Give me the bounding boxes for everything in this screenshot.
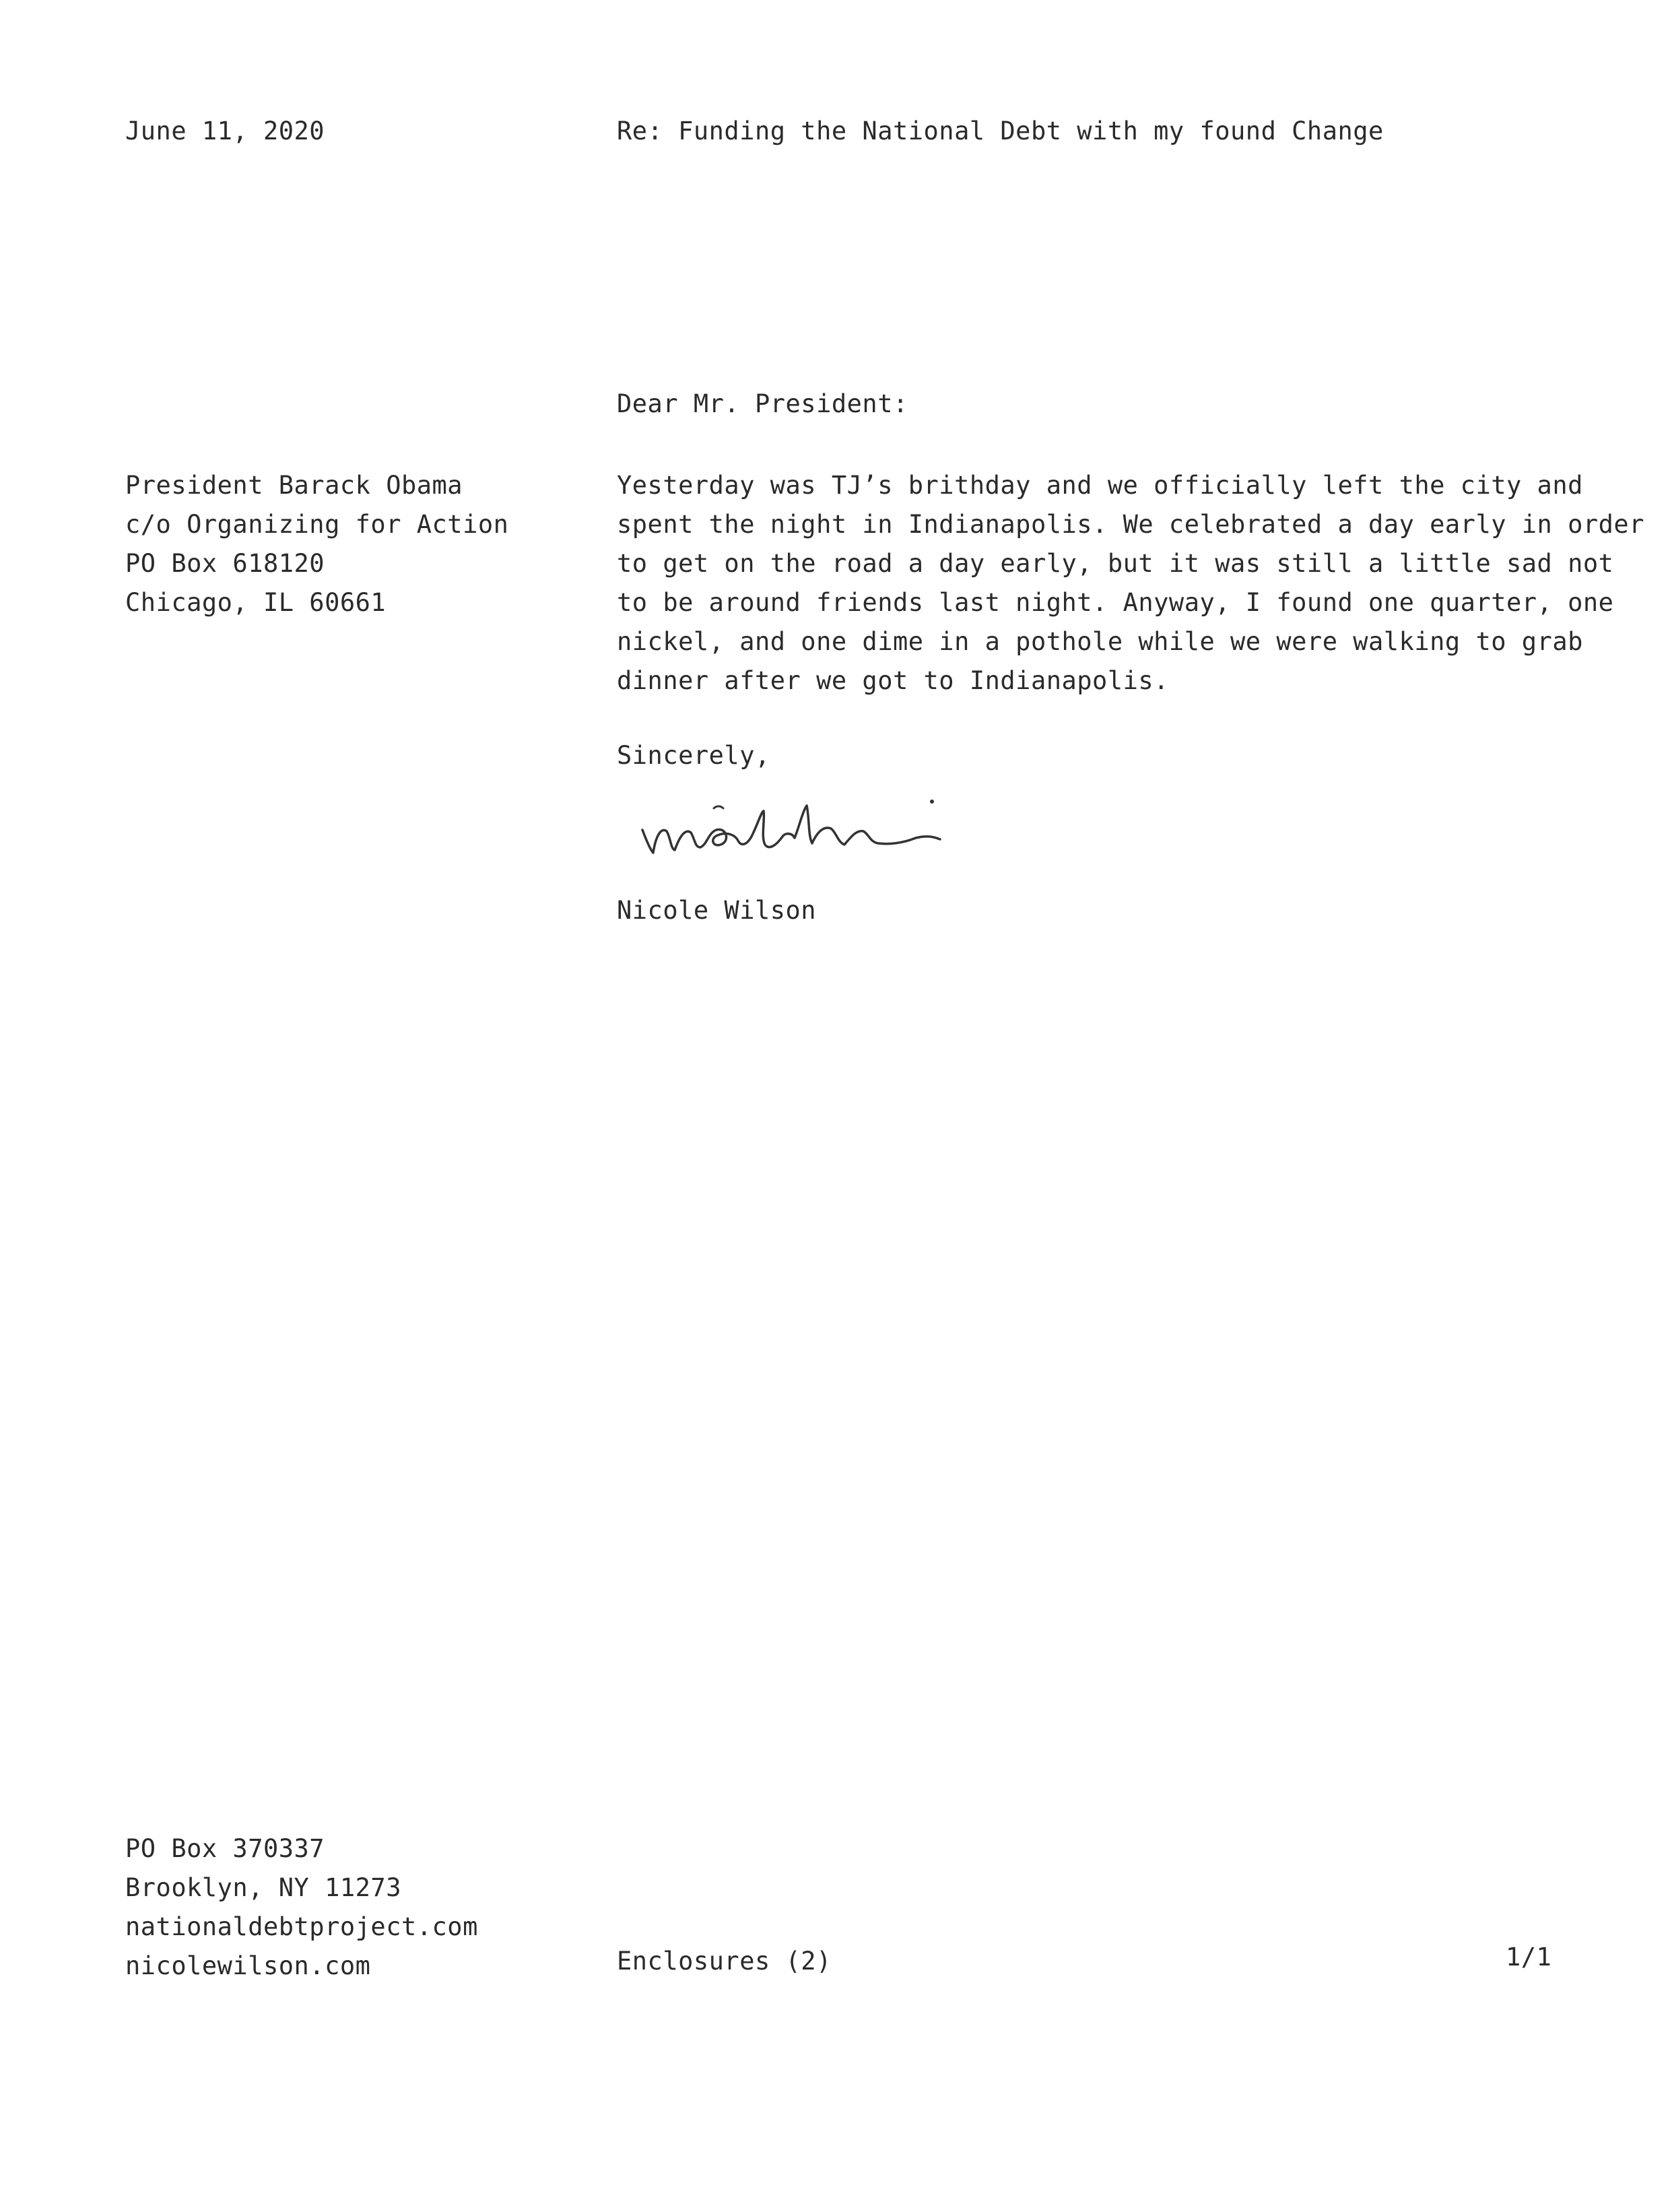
body-line: to get on the road a day early, but it was still a little sad not [617, 549, 1614, 578]
sender-website-link[interactable]: nicolewilson.com [125, 1951, 371, 1980]
signature-icon [633, 788, 983, 869]
enclosures-note: Enclosures (2) [617, 1947, 832, 1976]
body-line: nickel, and one dime in a pothole while we were walking to grab [617, 627, 1583, 656]
body-line: Yesterday was TJ’s brithday and we officially left the city and [617, 471, 1583, 500]
recipient-address [125, 466, 508, 622]
closing: Sincerely, [617, 741, 770, 770]
recipient-line: Chicago, IL 60661 [125, 588, 387, 617]
sender-line: Brooklyn, NY 11273 [125, 1873, 401, 1902]
body-line: to be around friends last night. Anyway, I found one quarter, one [617, 588, 1614, 617]
letter-body [617, 466, 1644, 701]
page-number: 1/1 [1506, 1943, 1552, 1972]
body-line: spent the night in Indianapolis. We celebrated a day early in order [617, 510, 1644, 539]
sender-address [125, 1829, 478, 1986]
sender-website-link[interactable]: nationaldebtproject.com [125, 1912, 478, 1941]
body-line: dinner after we got to Indianapolis. [617, 666, 1169, 695]
letter-subject: Re: Funding the National Debt with my found Change [617, 117, 1384, 145]
letter-date: June 11, 2020 [125, 117, 325, 145]
recipient-line: c/o Organizing for Action [125, 510, 509, 539]
recipient-line: PO Box 618120 [125, 549, 325, 578]
sender-line: PO Box 370337 [125, 1834, 325, 1863]
salutation: Dear Mr. President: [617, 389, 908, 418]
recipient-line: President Barack Obama [125, 471, 463, 500]
signer-name: Nicole Wilson [617, 896, 817, 925]
